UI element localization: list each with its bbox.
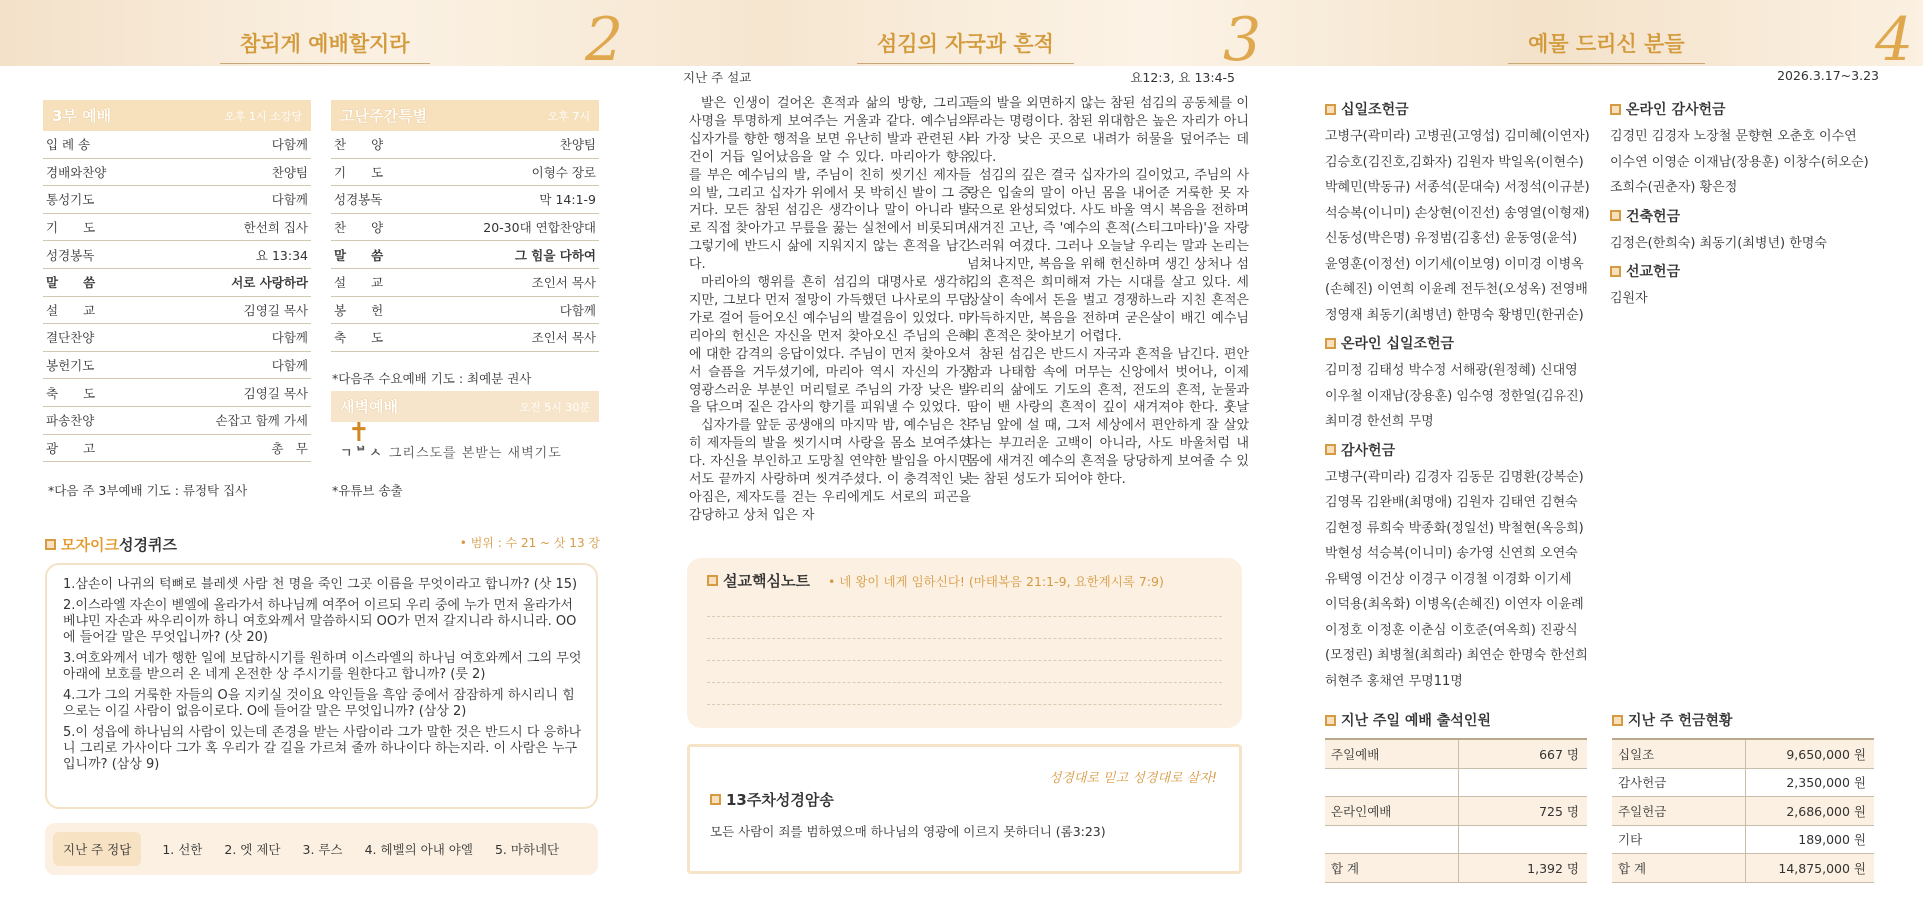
dawn-logo <box>330 418 600 468</box>
offering-names-line: 김미정 김태성 박수정 서해광(원정혜) 신대영 <box>1325 363 1578 378</box>
offering-names-line: 이우철 이재남(장용훈) 임수영 정한얼(김유진) <box>1325 388 1584 404</box>
service-row <box>43 379 311 407</box>
stat-row-value: 725 명 <box>1539 803 1579 819</box>
offering-category-title <box>1610 261 1890 281</box>
service-row-label: 설 교 <box>334 275 384 291</box>
service-row-value: 다함께 <box>271 192 308 208</box>
service-row <box>43 269 311 297</box>
page-title: 참되게 예배할지라 <box>240 28 410 58</box>
dawn-time: 오전 5시 30분 <box>519 400 590 414</box>
notes-title: 설교핵심노트 <box>707 570 810 591</box>
stat-row-label <box>1331 826 1459 854</box>
stat-row <box>1612 826 1874 855</box>
square-bullet-icon <box>1325 444 1336 455</box>
quiz-question: 5.이 성읍에 하나님의 사람이 있는데 존경을 받는 사람이라 그가 말한 것은 반드시 다 응하나니 그리로 가사이다 그가 혹 우리가 갈 길을 가르쳐 줄까 하나이다 하는지라. 이 사람은 누구입니까? (삼상 9) <box>63 725 582 772</box>
service-row-label: 성경봉독 <box>334 192 383 208</box>
offering-names-line: 유택영 이건상 이경구 이경철 이경화 이기세 <box>1325 571 1572 587</box>
service-row <box>331 241 599 269</box>
offering-category-title <box>1325 333 1590 353</box>
offering-category-title <box>1610 206 1890 226</box>
stat-row-label: 합 계 <box>1618 854 1746 882</box>
passion-time: 오후 7시 <box>547 109 590 123</box>
sermon-paragraph: 들의 발을 외면하지 않는 참된 섬김의 공동체를 이루라는 명령이다. 참된 위대함은 높은 자리가 아니라 가장 낮은 곳으로 내려가 허물을 덮어주는 데 있다. <box>967 96 1249 165</box>
square-bullet-icon <box>707 575 718 586</box>
attendance-title: 지난 주일 예배 출석인원 <box>1325 710 1587 730</box>
page-sermon <box>665 0 1265 909</box>
square-bullet-icon <box>45 539 56 550</box>
square-bullet-icon <box>1610 210 1621 221</box>
service-row <box>331 131 599 159</box>
stat-row-value: 1,392 명 <box>1527 860 1579 876</box>
stat-row-value: 2,686,000 원 <box>1786 803 1866 819</box>
service-row-value: 20-30대 연합찬양대 <box>483 220 596 236</box>
service-row-value: 김영길 목사 <box>243 302 308 318</box>
service-row-label: 말 씀 <box>46 275 96 291</box>
offerings-right-column <box>1610 94 1890 312</box>
offering-names-line: (모정린) 최병철(최희라) 최연순 한명숙 한선희 <box>1325 648 1588 663</box>
service-row <box>43 435 311 463</box>
offering-names-line: 이수연 이영순 이재남(장용훈) 이창수(허오순) <box>1610 154 1869 170</box>
dawn-logo-text: ㄱᄇㅅ 그리스도를 본받는 새벽기도 <box>340 446 562 461</box>
page-worship <box>0 0 640 909</box>
stat-row <box>1325 740 1587 769</box>
sermon-reference: 요12:3, 요 13:4-5 <box>1130 70 1235 85</box>
passion-table <box>331 100 599 352</box>
stat-row-label: 주일헌금 <box>1618 797 1746 825</box>
page-offerings <box>1300 0 1923 909</box>
service-row-value: 다함께 <box>271 330 308 346</box>
quiz-question: 3.여호와께서 네가 행한 일에 보답하시기를 원하며 이스라엘의 하나님 여호와께서 그의 무엇 아래에 보호를 받으러 온 네게 온전한 상 주시기를 원한다고 합니까? (룻 2) <box>63 651 582 682</box>
service-row-label: 파송찬양 <box>46 413 95 429</box>
service-row-value: 이형수 장로 <box>531 164 596 180</box>
stat-row-label <box>1331 769 1459 797</box>
page-title: 섬김의 자국과 흔적 <box>877 28 1054 58</box>
quiz-question: 1.삼손이 나귀의 턱뼈로 블레셋 사람 천 명을 죽인 그곳 이름을 무엇이라고 합니까? (삿 15) <box>63 577 578 592</box>
service3-table <box>43 100 311 462</box>
square-bullet-icon <box>1610 104 1621 115</box>
offering-names-line: 허현주 홍채연 무명11명 <box>1325 673 1463 689</box>
sermon-label: 지난 주 설교 <box>683 70 752 85</box>
dawn-name: 새벽예배 <box>340 398 398 416</box>
service-row-value: 손잡고 함께 가세 <box>215 413 308 429</box>
offering-names <box>1325 124 1590 328</box>
offering-category-label: 건축헌금 <box>1626 208 1681 225</box>
offering-names-line: 박현성 석승복(이니미) 송가영 신연희 오연숙 <box>1325 546 1578 561</box>
stat-row <box>1612 769 1874 798</box>
service-row-value: 조인서 목사 <box>531 330 596 346</box>
service-row-label: 성경봉독 <box>46 247 95 263</box>
offering-summary-table <box>1612 705 1874 883</box>
service-row-value: 김영길 목사 <box>243 385 308 401</box>
service-row-label: 말 씀 <box>334 247 384 263</box>
memo-title: 13주차성경암송 <box>710 789 1219 810</box>
service-row-value: 요 13:34 <box>255 247 308 263</box>
page-number: 2 <box>585 5 624 75</box>
note-writing-line <box>707 639 1222 661</box>
service-row-label: 축 도 <box>46 385 96 401</box>
offering-category-label: 십일조헌금 <box>1341 102 1409 118</box>
service-row-value: 다함께 <box>271 358 308 374</box>
offering-names-line: 김영목 김완배(최명애) 김원자 김태연 김현숙 <box>1325 495 1578 510</box>
dawn-note: *유튜브 송출 <box>332 483 403 498</box>
page-number: 3 <box>1223 5 1262 75</box>
offering-names <box>1610 286 1890 312</box>
sermon-column-right <box>967 95 1249 489</box>
offering-names-line: 최미경 한선희 무명 <box>1325 414 1434 429</box>
passion-note: *다음주 수요예배 기도 : 최예분 권사 <box>332 371 532 386</box>
offering-names <box>1610 124 1890 201</box>
service-row-label: 통성기도 <box>46 192 95 208</box>
answers-label: 지난 주 정답 <box>53 832 141 866</box>
offering-names-line: 신동성(박은명) 유정범(김홍선) 윤동영(윤석) <box>1325 231 1578 246</box>
passion-header <box>331 100 599 131</box>
sermon-column-left <box>689 95 971 525</box>
service-row-value: 다함께 <box>271 137 308 153</box>
service-row-label: 봉헌기도 <box>46 358 95 374</box>
sermon-paragraph: 발은 인생이 걸어온 흔적과 삶의 방향, 그리고 사명을 투명하게 보여주는 거울과 같다. 예수님의 십자가를 향한 행적을 보면 유난히 발과 관련된 사건이 거듭 일어났음을 알 수 있다. 마리아가 향유를 부은 예수님의 발, 주님이 친히 씻기신 제자들의 발, 그리고 십자가 위에서 못 박히신 발이 그 증거다. 모든 참된 섬김은 생각이나 말이 아니라 발로 직접 찾아가고 무릎을 꿇는 실천에서 비롯되며, 그렇기에 반드시 삶에 지워지지 않는 흔적을 남긴다. <box>689 96 971 273</box>
sermon-notes-box <box>687 558 1242 728</box>
cross-icon: ✝ <box>348 418 370 448</box>
stat-row-label: 주일예배 <box>1331 740 1459 768</box>
service-row-label: 기 도 <box>46 220 96 236</box>
offerings-left-column <box>1325 94 1590 694</box>
last-week-answers <box>45 823 598 875</box>
offering-category-label: 선교헌금 <box>1626 264 1681 280</box>
offering-names-line: 김원자 <box>1610 291 1648 306</box>
sermon-paragraph: 마리아의 행위를 흔히 섬김의 대명사로 생각하지만, 그보다 먼저 절망이 가득했던 나사로의 무덤가로 걸어 들어오신 예수님의 발걸음이 있었다. 마리아의 헌신은 자신을 먼저 찾아오신 주님의 은혜에 대한 감격의 응답이었다. 주님이 먼저 찾아오셔서 슬픔을 거두셨기에, 마리아 역시 자신의 가장 영광스러운 부분인 머리털로 주님의 가장 낮은 발을 닦으며 짙은 감사의 향기를 피워낼 수 있었다. <box>689 275 971 416</box>
offering-names-line: 김정은(한희숙) 최동기(최병년) 한명숙 <box>1610 235 1827 251</box>
stat-row-value: 14,875,000 원 <box>1778 860 1866 876</box>
offering-names-line: 김경민 김경자 노장철 문향현 오춘호 이수연 <box>1610 129 1857 144</box>
service-row <box>43 324 311 352</box>
offering-category-title <box>1325 99 1590 119</box>
service3-name: 3부 예배 <box>52 107 112 125</box>
service-row <box>43 214 311 242</box>
quiz-header <box>45 534 600 555</box>
service3-header <box>43 100 311 131</box>
offering-category-title <box>1325 440 1590 460</box>
quiz-question: 2.이스라엘 자손이 벧엘에 올라가서 하나님께 여쭈어 이르되 우리 중에 누가 먼저 올라가서 베냐민 자손과 싸우리이까 하니 여호와께서 말씀하시되 OO가 먼저 갈지니라 하시니라. OO에 들어갈 말은 무엇입니까? (삿 20) <box>63 598 577 645</box>
square-bullet-icon <box>1612 715 1623 726</box>
service-row <box>43 352 311 380</box>
answer-item: 3. 루스 <box>302 842 343 857</box>
page-number: 4 <box>1875 5 1914 75</box>
offering-names-line: 정영재 최동기(최병년) 한명숙 황병민(한귀순) <box>1325 307 1584 323</box>
stat-row <box>1612 797 1874 826</box>
service-row-label: 기 도 <box>334 164 384 180</box>
service-row-value: 총 무 <box>271 440 308 456</box>
quiz-question: 4.그가 그의 거룩한 자들의 O을 지키실 것이요 악인들을 흑암 중에서 잠잠하게 하시리니 힘으로는 이길 사람이 없음이로다. O에 들어갈 말은 무엇입니까? (삼상 2) <box>63 688 575 719</box>
offering-date-range: 2026.3.17~3.23 <box>1777 68 1879 83</box>
stat-row <box>1325 797 1587 826</box>
offering-names <box>1325 465 1590 695</box>
service-row <box>43 407 311 435</box>
service-row-label: 축 도 <box>334 330 384 346</box>
service-row <box>43 241 311 269</box>
stat-row-label: 합 계 <box>1331 854 1459 882</box>
stat-row <box>1325 854 1587 883</box>
stat-row <box>1612 854 1874 883</box>
service-row <box>331 186 599 214</box>
memo-tagline: 성경대로 믿고 성경대로 살자! <box>1048 771 1217 786</box>
service-row <box>43 159 311 187</box>
note-writing-line <box>707 595 1222 617</box>
offering-names-line: 김승호(김진호,김화자) 김원자 박일옥(이현수) <box>1325 154 1584 170</box>
stat-row <box>1612 740 1874 769</box>
service-row <box>331 297 599 325</box>
note-writing-line <box>707 617 1222 639</box>
service-row <box>43 186 311 214</box>
service3-note: *다음 주 3부예배 기도 : 류정탁 집사 <box>48 483 248 498</box>
note-writing-line <box>707 661 1222 683</box>
stat-row-value: 189,000 원 <box>1798 832 1866 848</box>
offering-names-line: 이덕용(최옥화) 이병옥(손혜진) 이연자 이윤례 <box>1325 597 1584 612</box>
service3-time: 오후 1시 소강당 <box>224 109 302 123</box>
stat-row-label: 기타 <box>1618 826 1746 854</box>
square-bullet-icon <box>710 794 721 805</box>
service-row <box>331 214 599 242</box>
service-row <box>331 269 599 297</box>
answer-item: 4. 헤벨의 아내 야엘 <box>364 842 473 857</box>
offering-names-line: 박혜민(박동규) 서종석(문대숙) 서정석(이규분) <box>1325 180 1590 195</box>
offering-category-label: 감사헌금 <box>1341 442 1396 459</box>
offering-names <box>1325 358 1590 435</box>
square-bullet-icon <box>1325 104 1336 115</box>
offering-names-line: 고병구(곽미라) 김경자 김동문 김명환(강복순) <box>1325 469 1584 485</box>
service-row-label: 경배와찬양 <box>46 164 107 180</box>
answer-item: 5. 마하네단 <box>494 842 560 857</box>
service-row-label: 결단찬양 <box>46 330 95 346</box>
page-title: 예물 드리신 분들 <box>1528 28 1685 58</box>
stat-row <box>1325 826 1587 855</box>
square-bullet-icon <box>1610 266 1621 277</box>
service-row-value: 조인서 목사 <box>531 275 596 291</box>
service-row <box>331 324 599 352</box>
offering-names-line: 이정호 이정훈 이춘심 이호준(여옥희) 진광식 <box>1325 622 1578 638</box>
sermon-paragraph: 십자가를 앞둔 공생애의 마지막 밤, 예수님은 친히 제자들의 발을 씻기시며 사랑을 몸소 보여주셨다. 자신을 부인하고 도망칠 연약한 발임을 아시면서도 끝까지 사랑하며 씻겨주셨다. 이 충격적인 낮아짐은, 제자도를 걷는 우리에게도 서로의 피곤을 감당하고 상처 입은 자 <box>689 418 971 523</box>
offering-category-title <box>1610 99 1890 119</box>
quiz-range: • 범위 : 수 21 ~ 삿 13 장 <box>459 536 600 550</box>
notes-verse: • 네 왕이 네게 임하신다! (마태복음 21:1-9, 요한계시록 7:9) <box>827 574 1164 589</box>
service-row-value: 그 힘을 다하여 <box>514 247 596 263</box>
service-row-value: 막 14:1-9 <box>539 192 596 208</box>
answer-item: 1. 선한 <box>162 842 203 857</box>
stat-row-value: 2,350,000 원 <box>1786 775 1866 791</box>
stat-row <box>1325 769 1587 798</box>
service-row <box>43 131 311 159</box>
service-row-value: 찬양팀 <box>271 164 308 180</box>
quiz-box <box>45 563 598 809</box>
service-row-label: 광 고 <box>46 440 96 456</box>
memory-verse-box <box>687 744 1242 874</box>
quiz-title: 모자이크성경퀴즈 <box>45 534 177 555</box>
square-bullet-icon <box>1325 715 1336 726</box>
offering-names <box>1610 231 1890 257</box>
offering-names-line: 윤영훈(이정선) 이기세(이보영) 이미경 이병옥 <box>1325 256 1584 272</box>
sermon-paragraph: 섬김의 깊은 결국 십자가의 길이었고, 주님의 사랑은 입술의 말이 아닌 몸을 내어준 거룩한 못 자국으로 완성되었다. 사도 바울 역시 복음을 전하며 새겨진 고난, 즉 '예수의 흔적(스티그마타)'을 자랑스러워 여겼다. 그러나 오늘날 우리는 말과 논리는 넘쳐나지만, 복음을 위해 헌신하며 생긴 상처나 섬김의 흔적은 희미해져 가는 시대를 살고 있다. 세상살이 속에서 돈을 벌고 경쟁하느라 지친 흔적은 가득하지만, 복음을 전하며 굳은살이 배긴 예수님의 흔적은 찾아보기 어렵다. <box>967 167 1249 344</box>
service-row-value: 한선희 집사 <box>243 220 308 236</box>
offering-names-line: 조희수(권춘자) 황은정 <box>1610 180 1738 195</box>
service-row-label: 설 교 <box>46 302 96 318</box>
stat-row-label: 감사헌금 <box>1618 769 1746 797</box>
passion-name: 고난주간특별 <box>340 107 427 125</box>
stat-row-label: 온라인예배 <box>1331 797 1459 825</box>
service-row-label: 봉 헌 <box>334 302 384 318</box>
service-row-value: 서로 사랑하라 <box>231 275 308 291</box>
service-row-label: 찬 양 <box>334 220 384 236</box>
memo-verse: 모든 사람이 죄를 범하였으매 하나님의 영광에 이르지 못하더니 (롬3:23) <box>710 824 1106 839</box>
stat-row-value: 667 명 <box>1539 746 1579 762</box>
offering-names-line: 고병구(곽미라) 고병권(고영섭) 김미혜(이연자) <box>1325 129 1590 144</box>
service-row-value: 찬양팀 <box>559 137 596 153</box>
answer-item: 2. 엣 제단 <box>224 842 281 857</box>
offering-category-label: 온라인 십일조헌금 <box>1341 336 1455 352</box>
service-row-label: 입 례 송 <box>46 137 91 153</box>
service-row <box>43 297 311 325</box>
service-row <box>331 159 599 187</box>
note-writing-line <box>707 683 1222 705</box>
stat-row-value: 9,650,000 원 <box>1786 746 1866 762</box>
offering-names-line: (손혜진) 이연희 이윤례 전두천(오성옥) 전영배 <box>1325 282 1588 297</box>
stat-row-label: 십일조 <box>1618 740 1746 768</box>
attendance-table <box>1325 705 1587 883</box>
sermon-paragraph: 참된 섬김은 반드시 자국과 흔적을 남긴다. 편안함과 나태함 속에 머무는 신앙에서 벗어나, 이제 우리의 삶에도 기도의 흔적, 전도의 흔적, 눈물과 땀이 밴 사랑의 흔적이 깊이 새겨져야 한다. 훗날 주님 앞에 설 때, 그저 세상에서 편안하게 잘 살았다는 부끄러운 고백이 아니라, 사도 바울처럼 내 몸에 새겨진 예수의 흔적을 당당하게 보여줄 수 있는 참된 성도가 되어야 한다. <box>967 346 1249 488</box>
service-row-value: 다함께 <box>559 302 596 318</box>
square-bullet-icon <box>1325 338 1336 349</box>
offering-summary-title: 지난 주 헌금현황 <box>1612 710 1874 730</box>
offering-names-line: 김현정 류희숙 박종화(정일선) 박철현(옥응희) <box>1325 520 1584 536</box>
offering-category-label: 온라인 감사헌금 <box>1626 102 1726 118</box>
offering-names-line: 석승복(이니미) 손상현(이진선) 송영열(이형재) <box>1325 205 1590 221</box>
service-row-label: 찬 양 <box>334 137 384 153</box>
